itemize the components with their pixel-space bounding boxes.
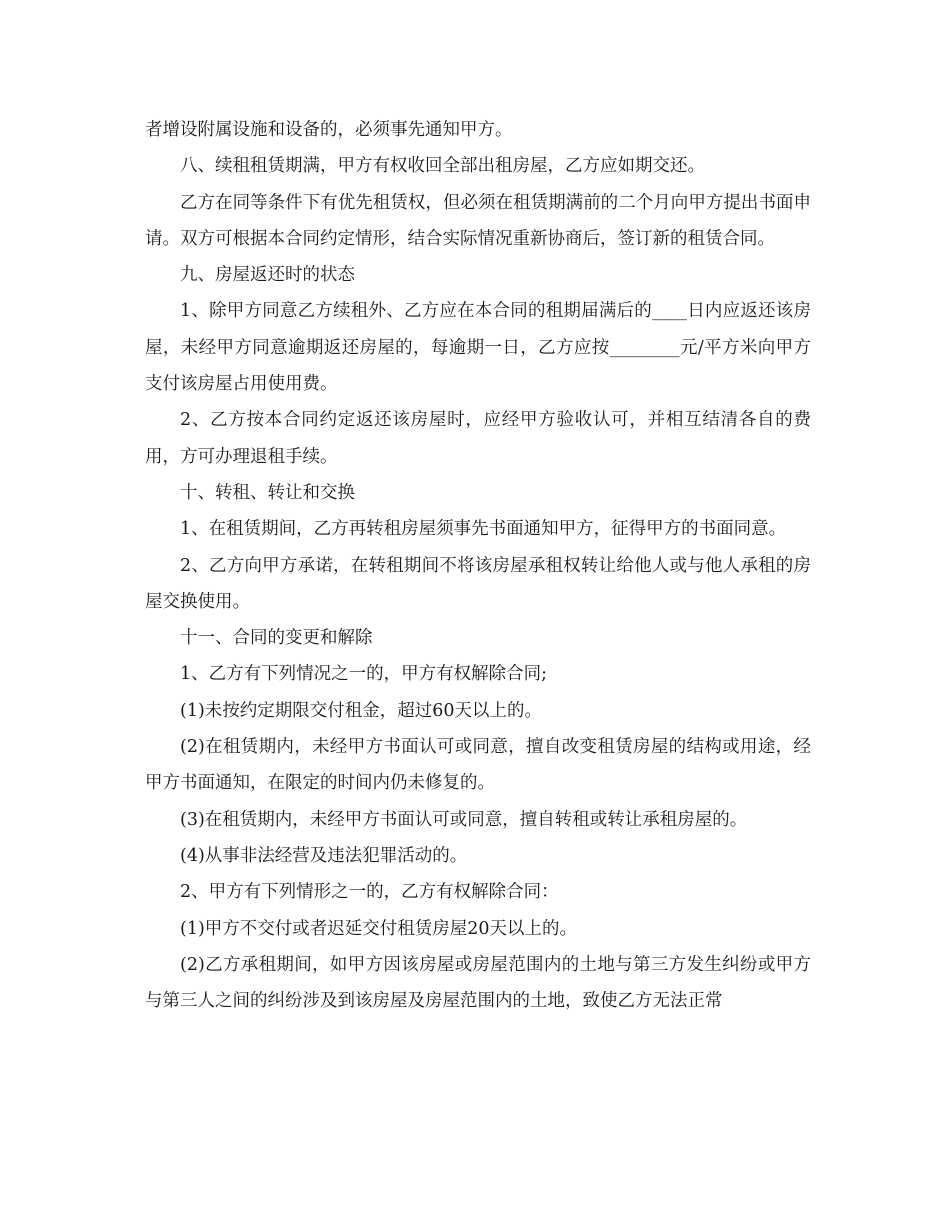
paragraph-11-2-landlord-breach: 2、甲方有下列情形之一的，乙方有权解除合同：	[180, 882, 559, 903]
paragraph-section-9-heading: 九、房屋返还时的状态	[180, 265, 355, 286]
paragraph-11-1-item-3: (3)在租赁期内，未经甲方书面认可或同意，擅自转租或转让承租房屋的。	[180, 809, 748, 830]
paragraph-11-1-item-4: (4)从事非法经营及违法犯罪活动的。	[180, 845, 468, 866]
paragraph-11-1-item-1: (1)未按约定期限交付租金，超过60天以上的。	[180, 700, 543, 721]
paragraph-continuation: 者增设附属设施和设备的，必须事先通知甲方。	[145, 120, 513, 140]
paragraph-11-1-tenant-breach: 1、乙方有下列情况之一的，甲方有权解除合同;	[180, 664, 548, 685]
paragraph-priority-lease-right: 乙方在同等条件下有优先租赁权，但必须在租赁期满前的二个月向甲方提出书面申请。双方可根据本合同约定情形，结合实际情况重新协商后，签订新的租赁合同。	[145, 192, 811, 249]
paragraph-11-2-item-1: (1)甲方不交付或者迟延交付租赁房屋20天以上的。	[180, 918, 578, 939]
document-body	[145, 112, 811, 1019]
paragraph-section-8-heading: 八、续租租赁期满，甲方有权收回全部出租房屋，乙方应如期交还。	[180, 156, 705, 177]
paragraph-11-1-item-2: (2)在租赁期内，未经甲方书面认可或同意，擅自改变租赁房屋的结构或用途，经甲方书面通知，在限定的时间内仍未修复的。	[145, 737, 811, 794]
paragraph-section-10-heading: 十、转租、转让和交换	[180, 482, 355, 503]
paragraph-10-1-sublease-notice: 1、在租赁期间，乙方再转租房屋须事先书面通知甲方，征得甲方的书面同意。	[180, 519, 787, 540]
paragraph-section-11-heading: 十一、合同的变更和解除	[180, 628, 373, 649]
paragraph-9-2-inspection: 2、乙方按本合同约定返还该房屋时，应经甲方验收认可，并相互结清各自的费用，方可办理退租手续。	[145, 410, 811, 467]
paragraph-10-2-no-transfer: 2、乙方向甲方承诺，在转租期间不将该房屋承租权转让给他人或与他人承租的房屋交换使用。	[145, 555, 811, 612]
paragraph-9-1-return-deadline: 1、除甲方同意乙方续租外、乙方应在本合同的租期届满后的____日内应返还该房屋，未经甲方同意逾期返还房屋的，每逾期一日，乙方应按________元/平方米向甲方支付该房屋占用使用费。	[145, 301, 811, 395]
paragraph-11-2-item-2: (2)乙方承租期间，如甲方因该房屋或房屋范围内的土地与第三方发生纠纷或甲方与第三人之间的纠纷涉及到该房屋及房屋范围内的土地，致使乙方无法正常	[145, 954, 811, 1012]
